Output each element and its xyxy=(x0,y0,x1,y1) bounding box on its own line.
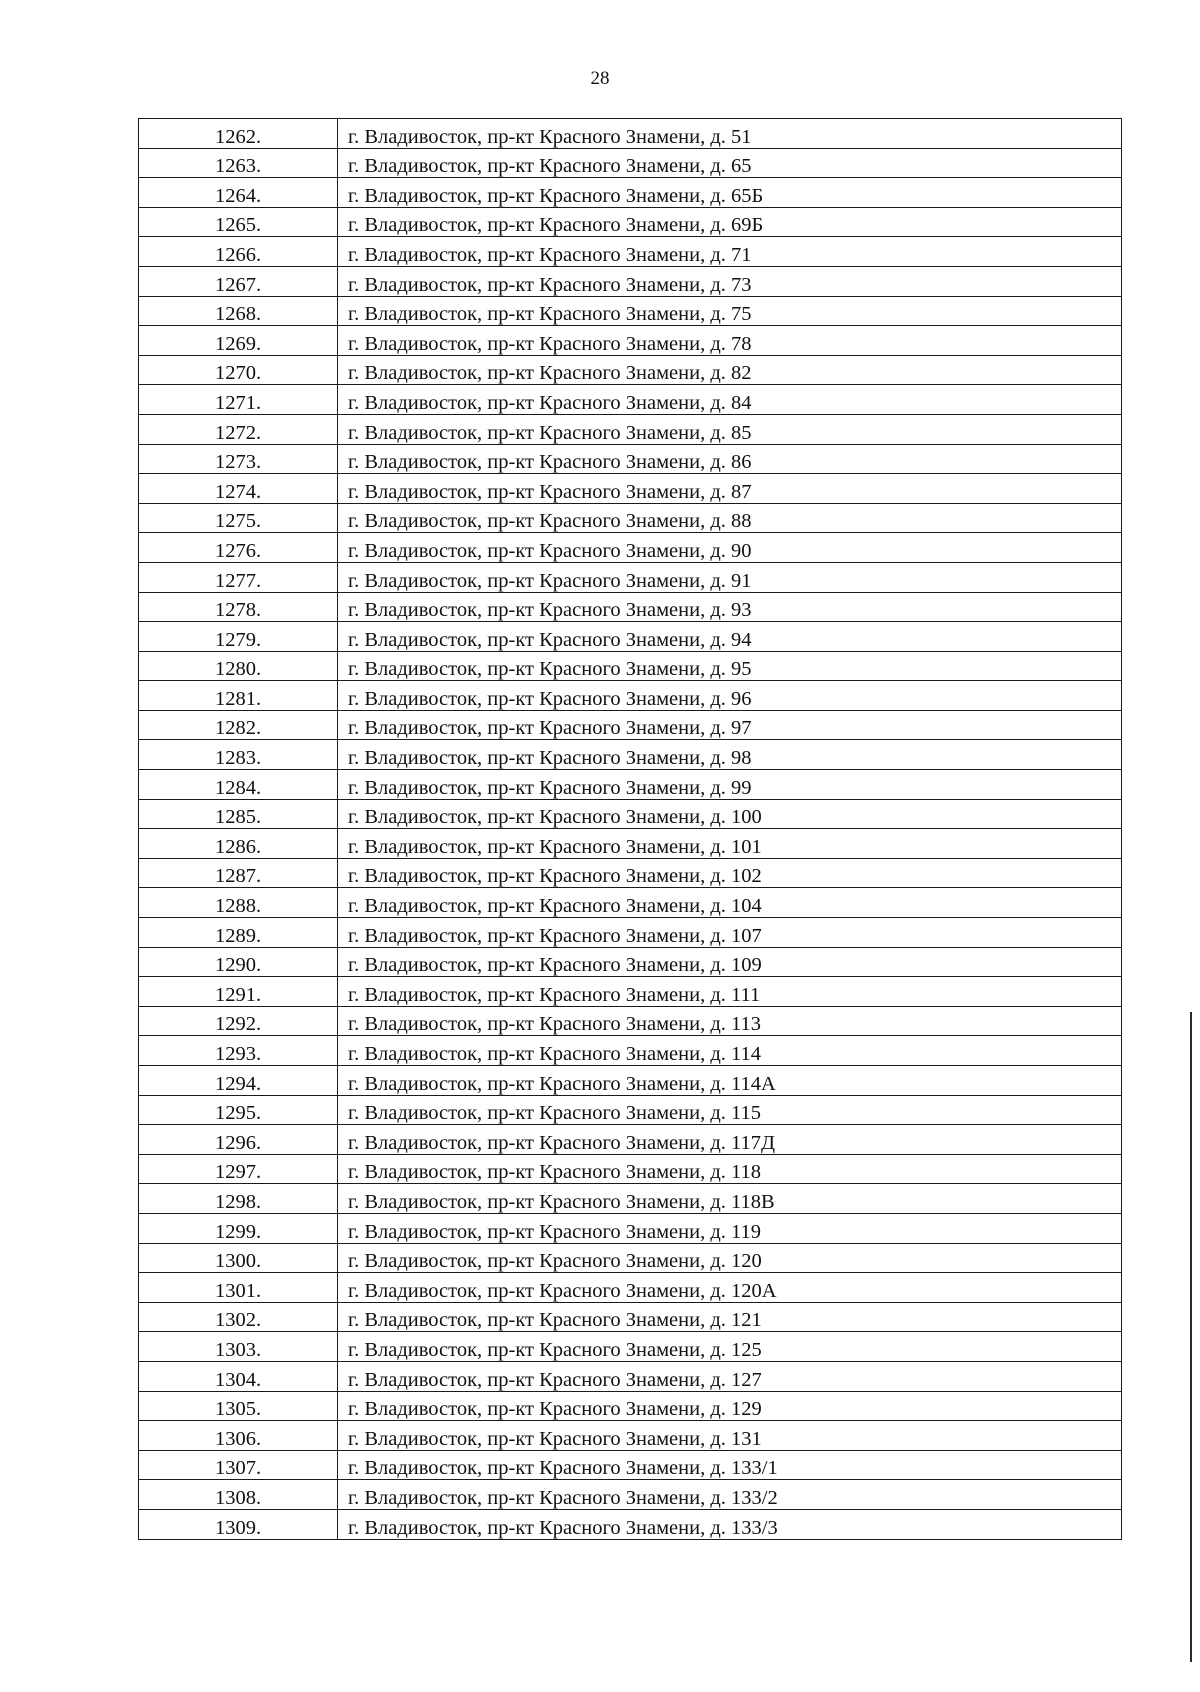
table-row xyxy=(139,1095,1122,1125)
table-row xyxy=(139,533,1122,563)
address-table-body xyxy=(139,119,1122,1540)
table-row xyxy=(139,207,1122,237)
table-row xyxy=(139,977,1122,1007)
table-row xyxy=(139,1125,1122,1155)
table-row xyxy=(139,326,1122,356)
row-number-cell: 1264. xyxy=(139,178,338,208)
table-row xyxy=(139,385,1122,415)
row-number-cell: 1268. xyxy=(139,296,338,326)
row-number-cell: 1308. xyxy=(139,1480,338,1510)
row-number-cell: 1301. xyxy=(139,1273,338,1303)
row-number-cell: 1278. xyxy=(139,592,338,622)
address-cell: г. Владивосток, пр-кт Красного Знамени, д. 97 xyxy=(338,710,1122,740)
row-number-cell: 1303. xyxy=(139,1332,338,1362)
row-number-cell: 1280. xyxy=(139,651,338,681)
address-cell: г. Владивосток, пр-кт Красного Знамени, д. 99 xyxy=(338,770,1122,800)
table-row xyxy=(139,740,1122,770)
table-row xyxy=(139,1154,1122,1184)
address-cell: г. Владивосток, пр-кт Красного Знамени, д. 121 xyxy=(338,1302,1122,1332)
address-cell: г. Владивосток, пр-кт Красного Знамени, д. 93 xyxy=(338,592,1122,622)
table-row xyxy=(139,770,1122,800)
address-cell: г. Владивосток, пр-кт Красного Знамени, д. 78 xyxy=(338,326,1122,356)
table-row xyxy=(139,918,1122,948)
row-number-cell: 1306. xyxy=(139,1421,338,1451)
table-row xyxy=(139,1006,1122,1036)
address-cell: г. Владивосток, пр-кт Красного Знамени, д. 119 xyxy=(338,1213,1122,1243)
address-table xyxy=(138,118,1122,1540)
address-cell: г. Владивосток, пр-кт Красного Знамени, д. 88 xyxy=(338,503,1122,533)
row-number-cell: 1262. xyxy=(139,119,338,149)
table-row xyxy=(139,651,1122,681)
address-cell: г. Владивосток, пр-кт Красного Знамени, д. 131 xyxy=(338,1421,1122,1451)
address-cell: г. Владивосток, пр-кт Красного Знамени, д. 87 xyxy=(338,474,1122,504)
address-cell: г. Владивосток, пр-кт Красного Знамени, д. 71 xyxy=(338,237,1122,267)
row-number-cell: 1277. xyxy=(139,562,338,592)
address-cell: г. Владивосток, пр-кт Красного Знамени, д. 75 xyxy=(338,296,1122,326)
row-number-cell: 1287. xyxy=(139,858,338,888)
address-cell: г. Владивосток, пр-кт Красного Знамени, д. 86 xyxy=(338,444,1122,474)
address-cell: г. Владивосток, пр-кт Красного Знамени, д. 118 xyxy=(338,1154,1122,1184)
address-cell: г. Владивосток, пр-кт Красного Знамени, д. 100 xyxy=(338,799,1122,829)
row-number-cell: 1286. xyxy=(139,829,338,859)
row-number-cell: 1305. xyxy=(139,1391,338,1421)
row-number-cell: 1302. xyxy=(139,1302,338,1332)
table-row xyxy=(139,1184,1122,1214)
table-row xyxy=(139,1036,1122,1066)
address-cell: г. Владивосток, пр-кт Красного Знамени, д. 69Б xyxy=(338,207,1122,237)
address-cell: г. Владивосток, пр-кт Красного Знамени, д. 129 xyxy=(338,1391,1122,1421)
row-number-cell: 1293. xyxy=(139,1036,338,1066)
row-number-cell: 1307. xyxy=(139,1450,338,1480)
address-cell: г. Владивосток, пр-кт Красного Знамени, д. 114 xyxy=(338,1036,1122,1066)
table-row xyxy=(139,592,1122,622)
address-cell: г. Владивосток, пр-кт Красного Знамени, д. 65Б xyxy=(338,178,1122,208)
address-cell: г. Владивосток, пр-кт Красного Знамени, д. 107 xyxy=(338,918,1122,948)
row-number-cell: 1300. xyxy=(139,1243,338,1273)
row-number-cell: 1299. xyxy=(139,1213,338,1243)
table-row xyxy=(139,681,1122,711)
row-number-cell: 1269. xyxy=(139,326,338,356)
scan-edge-line xyxy=(1190,1012,1192,1662)
address-cell: г. Владивосток, пр-кт Красного Знамени, д. 104 xyxy=(338,888,1122,918)
address-cell: г. Владивосток, пр-кт Красного Знамени, д. 114А xyxy=(338,1066,1122,1096)
table-row xyxy=(139,178,1122,208)
table-row xyxy=(139,1302,1122,1332)
table-row xyxy=(139,562,1122,592)
address-cell: г. Владивосток, пр-кт Красного Знамени, д. 102 xyxy=(338,858,1122,888)
row-number-cell: 1285. xyxy=(139,799,338,829)
table-row xyxy=(139,947,1122,977)
table-row xyxy=(139,503,1122,533)
table-row xyxy=(139,1332,1122,1362)
address-cell: г. Владивосток, пр-кт Красного Знамени, д. 65 xyxy=(338,148,1122,178)
row-number-cell: 1294. xyxy=(139,1066,338,1096)
row-number-cell: 1276. xyxy=(139,533,338,563)
table-row xyxy=(139,1450,1122,1480)
row-number-cell: 1270. xyxy=(139,355,338,385)
address-cell: г. Владивосток, пр-кт Красного Знамени, д. 111 xyxy=(338,977,1122,1007)
address-cell: г. Владивосток, пр-кт Красного Знамени, д. 91 xyxy=(338,562,1122,592)
address-cell: г. Владивосток, пр-кт Красного Знамени, д. 120А xyxy=(338,1273,1122,1303)
row-number-cell: 1297. xyxy=(139,1154,338,1184)
table-row xyxy=(139,474,1122,504)
table-row xyxy=(139,355,1122,385)
row-number-cell: 1282. xyxy=(139,710,338,740)
table-row xyxy=(139,710,1122,740)
table-row xyxy=(139,888,1122,918)
table-row xyxy=(139,414,1122,444)
row-number-cell: 1283. xyxy=(139,740,338,770)
row-number-cell: 1274. xyxy=(139,474,338,504)
row-number-cell: 1281. xyxy=(139,681,338,711)
row-number-cell: 1288. xyxy=(139,888,338,918)
address-cell: г. Владивосток, пр-кт Красного Знамени, д. 95 xyxy=(338,651,1122,681)
table-row xyxy=(139,1391,1122,1421)
address-cell: г. Владивосток, пр-кт Красного Знамени, д. 133/3 xyxy=(338,1509,1122,1539)
row-number-cell: 1295. xyxy=(139,1095,338,1125)
row-number-cell: 1263. xyxy=(139,148,338,178)
table-row xyxy=(139,799,1122,829)
table-row xyxy=(139,1213,1122,1243)
table-row xyxy=(139,1273,1122,1303)
table-row xyxy=(139,1243,1122,1273)
table-row xyxy=(139,829,1122,859)
address-cell: г. Владивосток, пр-кт Красного Знамени, д. 90 xyxy=(338,533,1122,563)
address-cell: г. Владивосток, пр-кт Красного Знамени, д. 101 xyxy=(338,829,1122,859)
table-row xyxy=(139,622,1122,652)
table-row xyxy=(139,1066,1122,1096)
address-cell: г. Владивосток, пр-кт Красного Знамени, д. 115 xyxy=(338,1095,1122,1125)
address-cell: г. Владивосток, пр-кт Красного Знамени, д. 113 xyxy=(338,1006,1122,1036)
row-number-cell: 1275. xyxy=(139,503,338,533)
address-cell: г. Владивосток, пр-кт Красного Знамени, д. 133/2 xyxy=(338,1480,1122,1510)
row-number-cell: 1292. xyxy=(139,1006,338,1036)
page-number: 28 xyxy=(590,68,610,89)
address-cell: г. Владивосток, пр-кт Красного Знамени, д. 51 xyxy=(338,119,1122,149)
address-cell: г. Владивосток, пр-кт Красного Знамени, д. 85 xyxy=(338,414,1122,444)
row-number-cell: 1290. xyxy=(139,947,338,977)
address-cell: г. Владивосток, пр-кт Красного Знамени, д. 127 xyxy=(338,1361,1122,1391)
row-number-cell: 1304. xyxy=(139,1361,338,1391)
table-row xyxy=(139,1361,1122,1391)
address-cell: г. Владивосток, пр-кт Красного Знамени, д. 96 xyxy=(338,681,1122,711)
table-row xyxy=(139,296,1122,326)
row-number-cell: 1279. xyxy=(139,622,338,652)
table-row xyxy=(139,237,1122,267)
table-row xyxy=(139,1509,1122,1539)
address-cell: г. Владивосток, пр-кт Красного Знамени, д. 73 xyxy=(338,266,1122,296)
row-number-cell: 1273. xyxy=(139,444,338,474)
table-row xyxy=(139,1480,1122,1510)
table-row xyxy=(139,1421,1122,1451)
address-cell: г. Владивосток, пр-кт Красного Знамени, д. 118В xyxy=(338,1184,1122,1214)
address-cell: г. Владивосток, пр-кт Красного Знамени, д. 125 xyxy=(338,1332,1122,1362)
address-cell: г. Владивосток, пр-кт Красного Знамени, д. 109 xyxy=(338,947,1122,977)
address-cell: г. Владивосток, пр-кт Красного Знамени, д. 84 xyxy=(338,385,1122,415)
row-number-cell: 1309. xyxy=(139,1509,338,1539)
address-cell: г. Владивосток, пр-кт Красного Знамени, д. 98 xyxy=(338,740,1122,770)
row-number-cell: 1271. xyxy=(139,385,338,415)
address-cell: г. Владивосток, пр-кт Красного Знамени, д. 133/1 xyxy=(338,1450,1122,1480)
row-number-cell: 1291. xyxy=(139,977,338,1007)
row-number-cell: 1289. xyxy=(139,918,338,948)
table-row xyxy=(139,119,1122,149)
table-row xyxy=(139,148,1122,178)
table-row xyxy=(139,858,1122,888)
address-cell: г. Владивосток, пр-кт Красного Знамени, д. 120 xyxy=(338,1243,1122,1273)
address-cell: г. Владивосток, пр-кт Красного Знамени, д. 117Д xyxy=(338,1125,1122,1155)
row-number-cell: 1284. xyxy=(139,770,338,800)
row-number-cell: 1265. xyxy=(139,207,338,237)
row-number-cell: 1267. xyxy=(139,266,338,296)
row-number-cell: 1272. xyxy=(139,414,338,444)
address-cell: г. Владивосток, пр-кт Красного Знамени, д. 94 xyxy=(338,622,1122,652)
address-cell: г. Владивосток, пр-кт Красного Знамени, д. 82 xyxy=(338,355,1122,385)
table-row xyxy=(139,266,1122,296)
table-row xyxy=(139,444,1122,474)
row-number-cell: 1296. xyxy=(139,1125,338,1155)
row-number-cell: 1266. xyxy=(139,237,338,267)
row-number-cell: 1298. xyxy=(139,1184,338,1214)
